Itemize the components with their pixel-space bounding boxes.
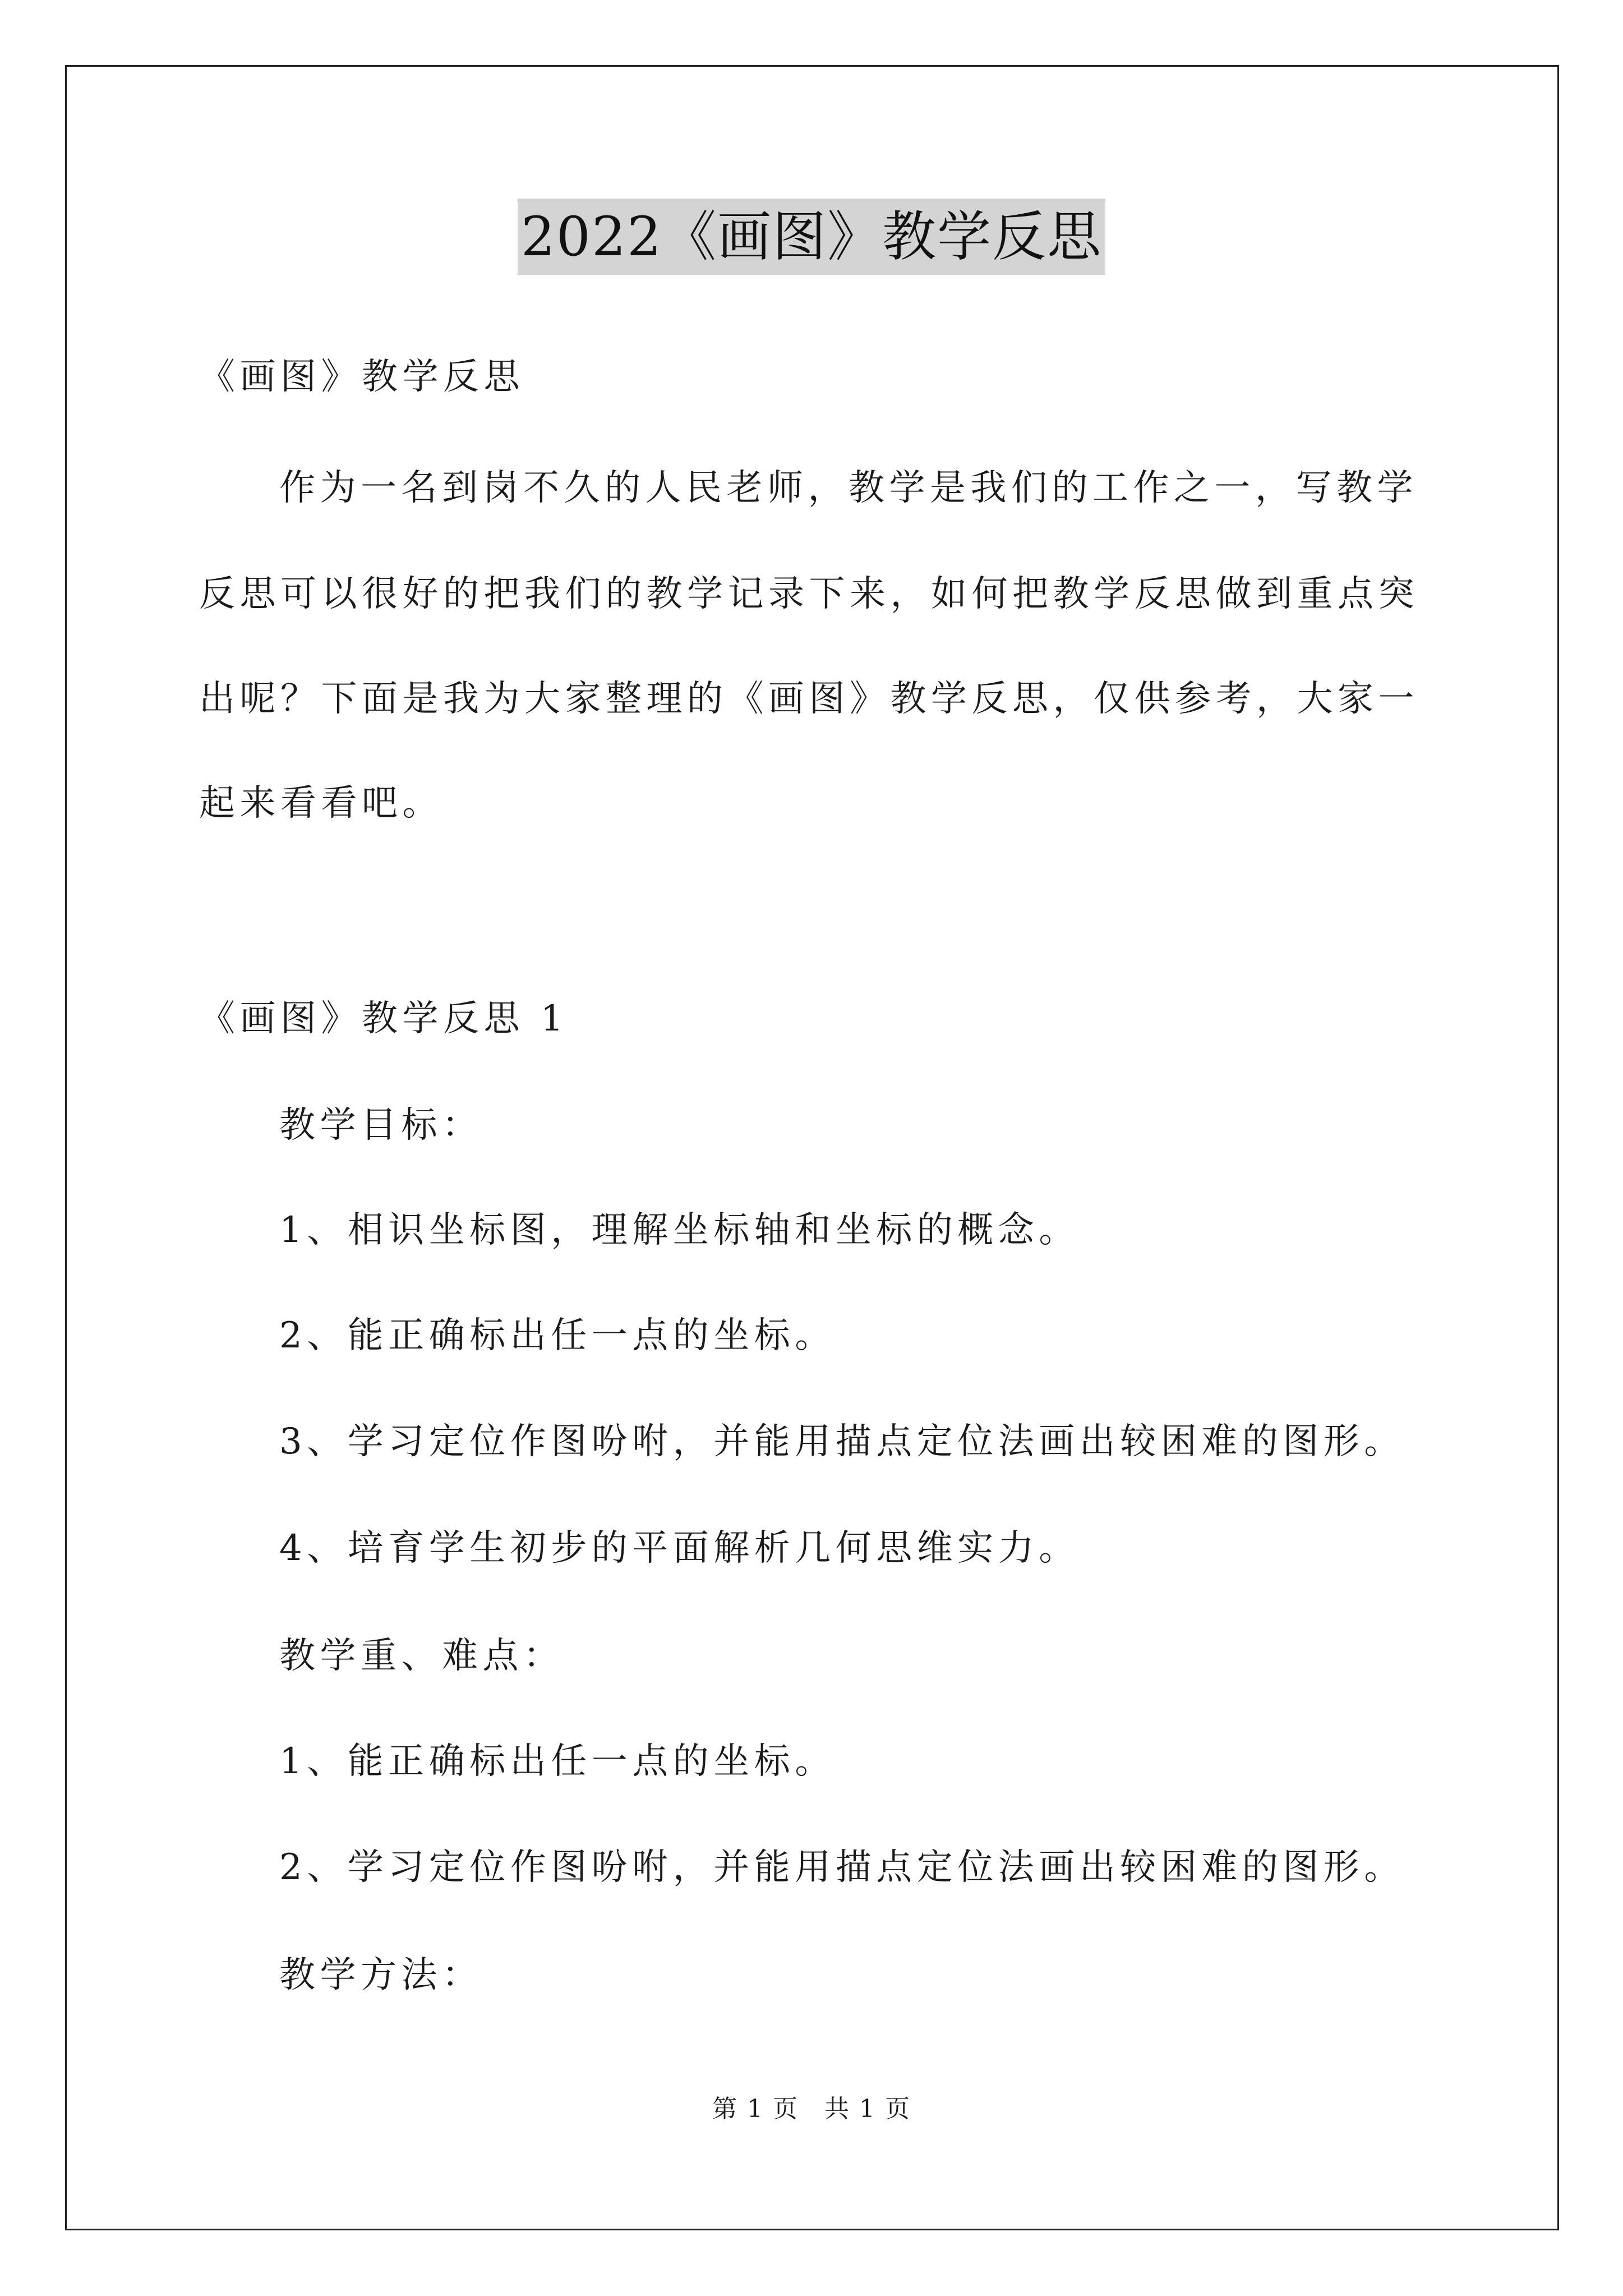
objective-item-4: 4、培育学生初步的平面解析几何思维实力。 xyxy=(279,1527,1080,1569)
objectives-heading: 教学目标： xyxy=(279,1105,483,1146)
subtitle-line: 《画图》教学反思 xyxy=(199,356,524,398)
objective-item-2: 2、能正确标出任一点的坐标。 xyxy=(279,1315,836,1356)
intro-line-1: 作为一名到岗不久的人民老师，教学是我们的工作之一，写教学 xyxy=(279,467,1418,509)
title-container xyxy=(0,199,1623,275)
key-point-item-1: 1、能正确标出任一点的坐标。 xyxy=(279,1741,836,1782)
key-points-heading: 教学重、难点： xyxy=(279,1635,564,1677)
page-footer: 第 1 页 共 1 页 xyxy=(712,2095,911,2123)
objective-item-1: 1、相识坐标图，理解坐标轴和坐标的概念。 xyxy=(279,1209,1080,1251)
intro-line-2: 反思可以很好的把我们的教学记录下来，如何把教学反思做到重点突 xyxy=(199,573,1419,615)
section-heading: 《画图》教学反思 1 xyxy=(199,998,569,1039)
objective-item-3: 3、学习定位作图吩咐，并能用描点定位法画出较困难的图形。 xyxy=(279,1421,1405,1462)
methods-heading: 教学方法： xyxy=(279,1954,483,1996)
intro-line-3: 出呢？下面是我为大家整理的《画图》教学反思，仅供参考，大家一 xyxy=(199,678,1419,720)
intro-line-4: 起来看看吧。 xyxy=(199,783,443,824)
key-point-item-2: 2、学习定位作图吩咐，并能用描点定位法画出较困难的图形。 xyxy=(279,1847,1405,1888)
document-title: 2022《画图》教学反思 xyxy=(518,199,1105,275)
